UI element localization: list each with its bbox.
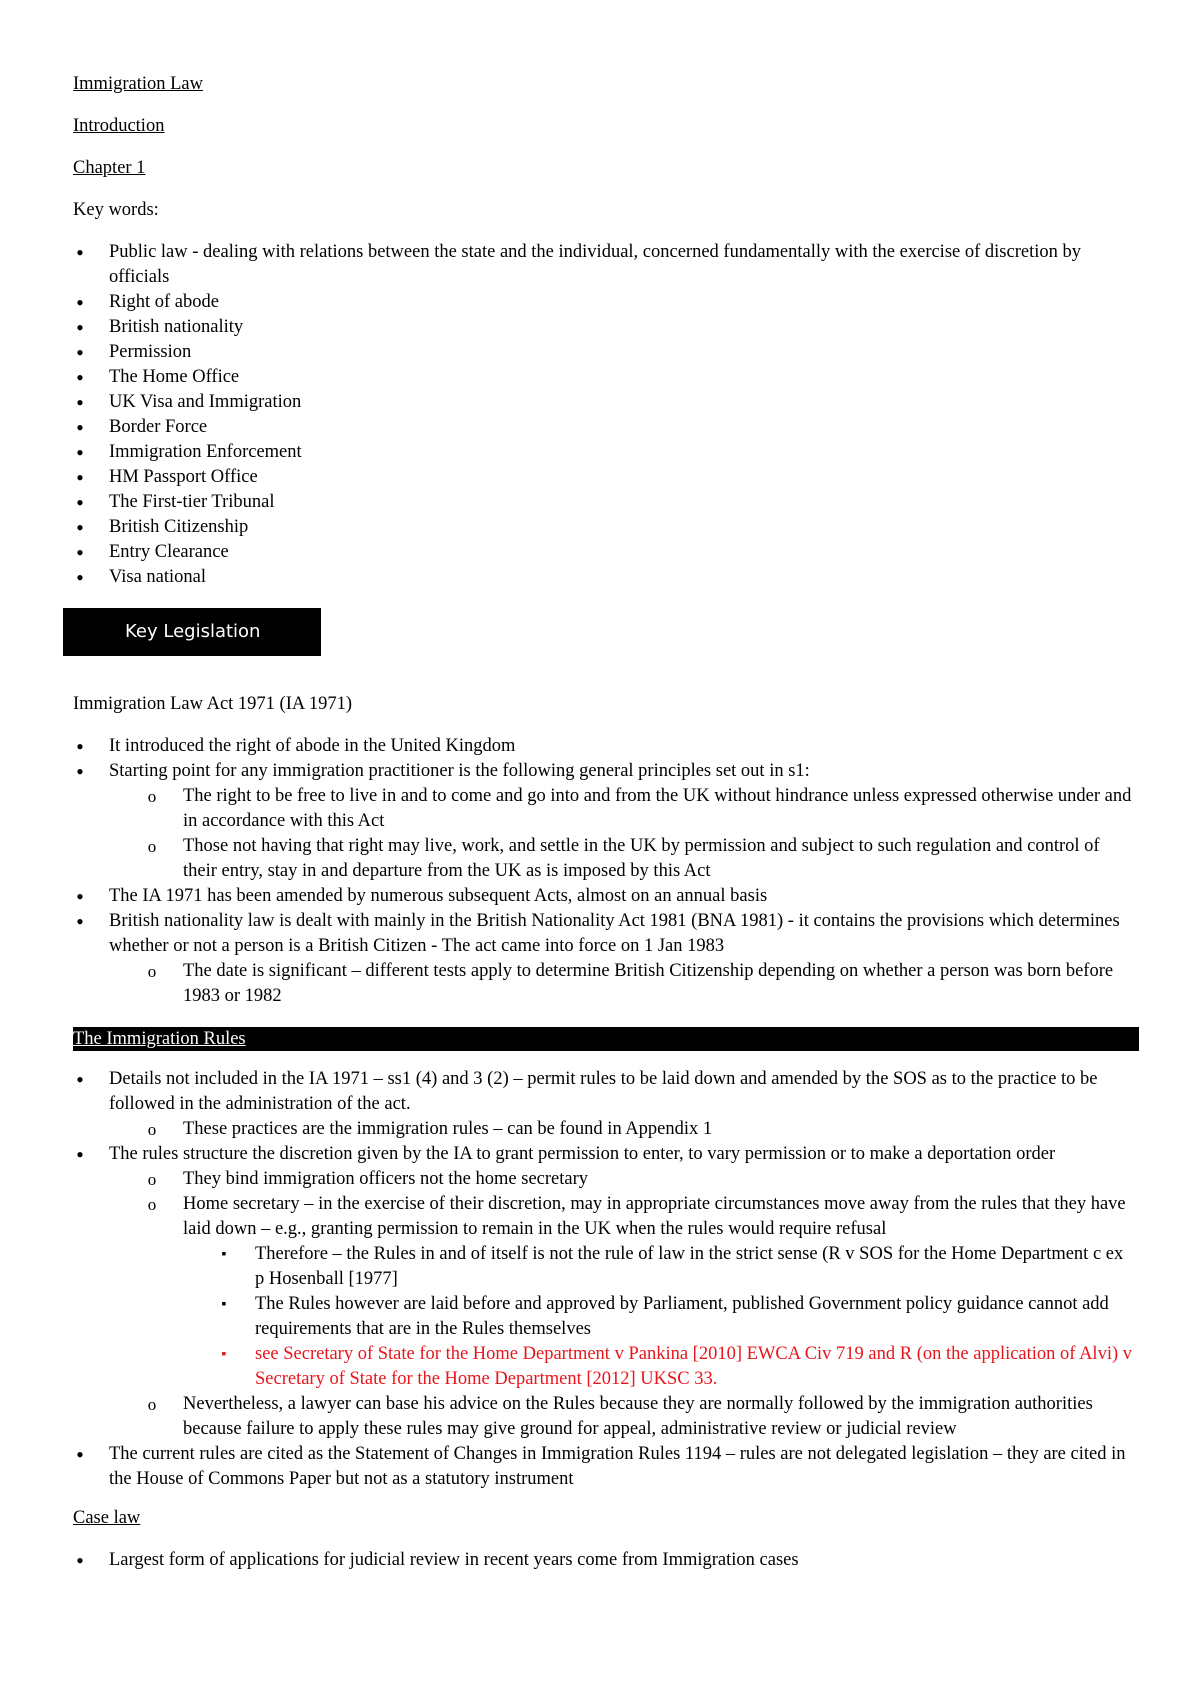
bullet-icon: •: [76, 465, 84, 490]
list-item: • Right of abode: [73, 290, 1133, 315]
circle-bullet-icon: o: [147, 787, 157, 806]
keywords-label: Key words:: [73, 200, 159, 220]
bullet-icon: •: [76, 390, 84, 415]
bullet-icon: •: [76, 909, 84, 934]
list-item: • British nationality law is dealt with mainly in the British Nationality Act 1981 (BNA 1981) - it contains the provisions which determines whether or not a person is a British Citizen - The act came into force on 1 Jan 1983: [73, 909, 1133, 959]
list-item: • Public law - dealing with relations between the state and the individual, concerned fundamentally with the exercise of discretion by officials: [73, 240, 1133, 290]
list-item: • Entry Clearance: [73, 540, 1133, 565]
bullet-icon: •: [76, 490, 84, 515]
keywords-list: [73, 240, 1133, 590]
list-item: • The rules structure the discretion given by the IA to grant permission to enter, to vary permission or to make a deportation order: [73, 1142, 1133, 1167]
chapter-heading: Chapter 1: [73, 158, 146, 178]
list-item: o Home secretary – in the exercise of their discretion, may in appropriate circumstances move away from the rules that they have laid down – e.g., granting permission to remain in the UK when the rules would require refusal: [73, 1192, 1133, 1242]
rules-list: [73, 1067, 1133, 1492]
list-item: • The Home Office: [73, 365, 1133, 390]
list-item: • Permission: [73, 340, 1133, 365]
bullet-icon: •: [76, 1067, 84, 1092]
bullet-icon: •: [76, 340, 84, 365]
list-item: ▪ Therefore – the Rules in and of itself is not the rule of law in the strict sense (R v SOS for the Home Department c ex p Hosenball [1977]: [73, 1242, 1133, 1292]
circle-bullet-icon: o: [147, 962, 157, 981]
bullet-icon: •: [76, 290, 84, 315]
list-item: • Largest form of applications for judicial review in recent years come from Immigration cases: [73, 1548, 1133, 1573]
list-item: • Border Force: [73, 415, 1133, 440]
doc-title: Immigration Law: [73, 74, 203, 94]
bullet-icon: •: [76, 1442, 84, 1467]
list-item: ▪ The Rules however are laid before and approved by Parliament, published Government policy guidance cannot add requirements that are in the Rules themselves: [73, 1292, 1133, 1342]
list-item: o The right to be free to live in and to come and go into and from the UK without hindrance unless expressed otherwise under and in accordance with this Act: [73, 784, 1133, 834]
intro-heading: Introduction: [73, 116, 165, 136]
bullet-icon: •: [76, 759, 84, 784]
list-item: • British Citizenship: [73, 515, 1133, 540]
bullet-icon: •: [76, 515, 84, 540]
list-item: • It introduced the right of abode in the United Kingdom: [73, 734, 1133, 759]
bullet-icon: •: [76, 1548, 84, 1573]
circle-bullet-icon: o: [147, 1170, 157, 1189]
list-item: • The IA 1971 has been amended by numerous subsequent Acts, almost on an annual basis: [73, 884, 1133, 909]
ia-list: [73, 734, 1133, 1009]
list-item: • Details not included in the IA 1971 – ss1 (4) and 3 (2) – permit rules to be laid down and amended by the SOS as to the practice to be followed in the administration of the act.: [73, 1067, 1133, 1117]
list-item: • Starting point for any immigration practitioner is the following general principles set out in s1:: [73, 759, 1133, 784]
bullet-icon: •: [76, 884, 84, 909]
document-page: [73, 72, 1133, 1573]
list-item: o Nevertheless, a lawyer can base his advice on the Rules because they are normally followed by the immigration authorities because failure to apply these rules may give ground for appeal, administrative review or judicial review: [73, 1392, 1133, 1442]
list-item: • British nationality: [73, 315, 1133, 340]
list-item: o They bind immigration officers not the home secretary: [73, 1167, 1133, 1192]
ia-heading: Immigration Law Act 1971 (IA 1971): [73, 694, 352, 714]
circle-bullet-icon: o: [147, 837, 157, 856]
bullet-icon: •: [76, 415, 84, 440]
bullet-icon: •: [76, 1142, 84, 1167]
circle-bullet-icon: o: [147, 1395, 157, 1414]
list-item: • Visa national: [73, 565, 1133, 590]
case-list: [73, 1548, 1133, 1573]
bullet-icon: •: [76, 315, 84, 340]
circle-bullet-icon: o: [147, 1195, 157, 1214]
list-item: o The date is significant – different tests apply to determine British Citizenship depending on whether a person was born before 1983 or 1982: [73, 959, 1133, 1009]
list-item: • The First-tier Tribunal: [73, 490, 1133, 515]
list-item: • UK Visa and Immigration: [73, 390, 1133, 415]
case-law-heading: Case law: [73, 1508, 141, 1528]
square-bullet-icon: ▪: [221, 1347, 227, 1362]
spacer: [73, 1492, 1133, 1506]
circle-bullet-icon: o: [147, 1120, 157, 1139]
key-legislation-banner: Key Legislation: [63, 608, 321, 656]
immigration-rules-heading: The Immigration Rules: [73, 1029, 246, 1049]
case-citation-item: ▪ see Secretary of State for the Home Department v Pankina [2010] EWCA Civ 719 and R (on the application of Alvi) v Secretary of State for the Home Department [2012] UKSC 33.: [73, 1342, 1133, 1392]
list-item: • Immigration Enforcement: [73, 440, 1133, 465]
bullet-icon: •: [76, 440, 84, 465]
square-bullet-icon: ▪: [221, 1247, 227, 1262]
bullet-icon: •: [76, 734, 84, 759]
bullet-icon: •: [76, 565, 84, 590]
list-item: o Those not having that right may live, work, and settle in the UK by permission and subject to such regulation and control of their entry, stay in and departure from the UK as is imposed by this Act: [73, 834, 1133, 884]
list-item: • The current rules are cited as the Statement of Changes in Immigration Rules 1194 – rules are not delegated legislation – they are cited in the House of Commons Paper but not as a statutory instrument: [73, 1442, 1133, 1492]
square-bullet-icon: ▪: [221, 1297, 227, 1312]
bullet-icon: •: [76, 540, 84, 565]
list-item: • HM Passport Office: [73, 465, 1133, 490]
bullet-icon: •: [76, 240, 84, 265]
bullet-icon: •: [76, 365, 84, 390]
immigration-rules-bar: [73, 1027, 1139, 1051]
list-item: o These practices are the immigration rules – can be found in Appendix 1: [73, 1117, 1133, 1142]
